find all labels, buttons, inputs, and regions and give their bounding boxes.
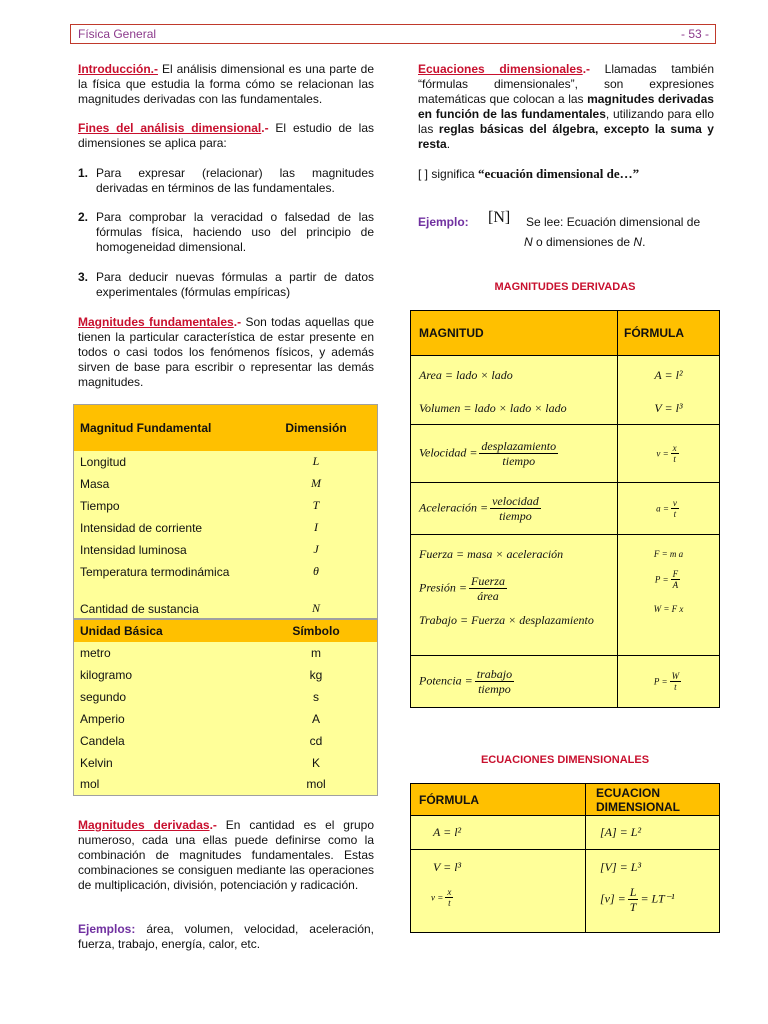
page-header	[70, 24, 716, 44]
ejemplo-text2	[524, 235, 645, 250]
table-cell: mol	[80, 777, 100, 792]
fundamentales-paragraph	[78, 315, 374, 390]
table-cell: K	[311, 755, 320, 770]
ecuaciones-title: ECUACIONES DIMENSIONALES	[480, 754, 650, 766]
table-cell: M	[311, 476, 321, 490]
fraction-denominator: t	[448, 898, 451, 908]
table-cell	[411, 535, 618, 656]
list-text: Para expresar (relacionar) las magnitudes derivadas en términos de las fundamentales.	[96, 166, 374, 195]
ecuaciones-text: .	[446, 137, 451, 151]
table-row	[74, 451, 378, 473]
formula-rhs: v =	[431, 892, 444, 903]
fraction-numerator: desplazamiento	[481, 439, 557, 453]
formula-potencia: Potencia =	[419, 673, 473, 688]
table-header: MAGNITUD	[411, 311, 618, 356]
significa-bold: “ecuación dimensional de…”	[478, 166, 640, 181]
fines-paragraph	[78, 121, 374, 151]
table-header-row	[411, 784, 720, 816]
formula-area: Area = lado × lado	[419, 368, 513, 382]
table-cell: metro	[80, 645, 111, 660]
table-cell	[411, 656, 618, 708]
list-text: Para deducir nuevas fórmulas a partir de datos experimentales (fórmulas empíricas)	[96, 270, 374, 299]
derivadas-label: Magnitudes derivadas	[78, 818, 210, 832]
derivadas-paragraph	[78, 818, 374, 893]
table-row	[74, 561, 378, 583]
ecuaciones-text: Llamadas también “fórmulas dimensionales”, son expresiones matemáticas que colocan a las	[418, 62, 714, 106]
table-cell: T	[312, 498, 320, 512]
list-number: 1.	[78, 166, 89, 180]
ejemplo-label: Ejemplo:	[418, 215, 469, 229]
table-row	[74, 583, 378, 619]
ejemplo-n: N	[524, 235, 533, 249]
table-row	[411, 535, 720, 656]
fundamental-table	[73, 404, 378, 619]
table-cell: I	[314, 520, 318, 534]
bracket-symbol: [ ]	[418, 167, 429, 181]
table-cell: kg	[309, 667, 323, 682]
derivadas-sep: .-	[209, 818, 217, 832]
table-cell: m	[311, 645, 321, 660]
table-row	[411, 850, 720, 933]
fraction-denominator: t	[674, 682, 677, 692]
ejemplos-text: área, volumen, velocidad, aceleración, fuerza, trabajo, energía, calor, etc.	[78, 922, 374, 951]
table-header: Unidad Básica	[80, 623, 163, 638]
table-header-row	[74, 620, 378, 642]
table-cell	[618, 483, 720, 535]
ecuaciones-label: Ecuaciones dimensionales	[418, 62, 583, 76]
page-number: - 53 -	[680, 27, 709, 41]
ecuaciones-table	[410, 783, 720, 933]
fraction-denominator: T	[629, 900, 637, 914]
table-row	[74, 774, 378, 796]
fraction-denominator: tiempo	[499, 509, 532, 523]
formula-rhs: v =	[656, 448, 669, 459]
table-row	[411, 425, 720, 483]
list-item	[78, 270, 374, 300]
fraction-numerator: v	[672, 498, 677, 508]
table-cell: Amperio	[80, 711, 125, 726]
formula-area-rhs: A = l²	[654, 368, 683, 382]
formula-rhs: P =	[654, 574, 669, 585]
table-cell: cd	[309, 733, 323, 748]
ejemplo-text: o dimensiones de	[532, 235, 634, 249]
fundamentales-text: Son todas aquellas que tienen la particular característica de estar presente en todos o casi todos los fenómenos físicos, y además sirven de base para escribir o representar las demás magnitudes.	[78, 315, 375, 389]
table-cell: A = l²	[411, 816, 586, 850]
list-number: 2.	[78, 210, 89, 224]
intro-paragraph	[78, 62, 374, 107]
fraction-numerator: x	[672, 443, 677, 453]
fraction-denominator: tiempo	[502, 454, 536, 468]
table-row	[74, 752, 378, 774]
table-header: FÓRMULA	[618, 311, 720, 356]
ejemplo-symbol: [N]	[488, 209, 511, 226]
table-cell	[618, 535, 720, 656]
significa-line	[418, 166, 714, 182]
intro-label: Introducción.-	[78, 62, 158, 76]
table-cell: θ	[313, 564, 319, 578]
table-cell	[411, 483, 618, 535]
list-text: Para comprobar la veracidad o falsedad de las fórmulas física, haciendo uso del principio de homogeneidad dimensional.	[96, 210, 374, 254]
ejemplos-label: Ejemplos:	[78, 922, 136, 936]
fundamentales-label: Magnitudes fundamentales	[78, 315, 234, 329]
formula-fuerza-rhs: F = m a	[653, 549, 684, 559]
fraction-numerator: L	[629, 885, 637, 899]
formula-v: V = l³	[433, 860, 462, 874]
table-header: FÓRMULA	[411, 784, 586, 816]
table-row	[74, 642, 378, 664]
fraction-denominator: t	[673, 454, 676, 464]
table-cell: s	[313, 689, 319, 704]
table-cell: Candela	[80, 733, 125, 748]
table-cell: mol	[306, 777, 326, 792]
significa-text: significa	[428, 167, 479, 181]
table-row	[74, 495, 378, 517]
table-cell: Cantidad de sustancia	[80, 602, 199, 616]
intro-text: El análisis dimensional es una parte de la física que estudia la forma cómo se relacionan las magnitudes derivadas con las fundamentales.	[78, 62, 374, 106]
table-cell: Tiempo	[80, 498, 120, 513]
fraction-numerator: x	[447, 887, 452, 897]
table-cell	[586, 850, 720, 933]
fraction-numerator: trabajo	[476, 667, 513, 681]
table-header-row	[74, 405, 378, 451]
ejemplos-paragraph	[78, 922, 374, 952]
table-row	[74, 686, 378, 708]
formula-volumen: Volumen = lado × lado × lado	[419, 401, 567, 415]
ejemplo-dot: .	[642, 235, 646, 249]
table-cell	[411, 356, 618, 425]
fines-label: Fines del análisis dimensional	[78, 121, 262, 135]
formula-trabajo-rhs: W = F x	[653, 604, 684, 614]
ejemplo-n: N	[633, 235, 643, 249]
table-header: Símbolo	[292, 623, 340, 638]
table-cell	[411, 425, 618, 483]
formula-aceleracion: Aceleración =	[419, 500, 489, 515]
table-row	[74, 517, 378, 539]
derived-table	[410, 310, 720, 708]
list-item	[78, 210, 374, 255]
table-header-row	[411, 311, 720, 356]
list-number: 3.	[78, 270, 89, 284]
units-table	[73, 619, 378, 796]
ecuaciones-sep: .-	[582, 62, 591, 76]
ejemplo-text: Se lee: Ecuación dimensional de	[526, 215, 701, 229]
fraction-denominator: A	[672, 580, 679, 590]
fraction-numerator: velocidad	[492, 494, 539, 508]
fraction-numerator: Fuerza	[470, 574, 505, 588]
formula-dim-rhs: = LT⁻¹	[640, 891, 675, 906]
formula-rhs: P =	[653, 676, 668, 687]
table-cell: Longitud	[80, 454, 127, 469]
fraction-denominator: tiempo	[478, 682, 511, 696]
fraction-denominator: área	[477, 589, 499, 603]
fraction-numerator: F	[672, 569, 679, 579]
formula-v-dim: [V] = L³	[600, 860, 642, 874]
fines-text: El estudio de las dimensiones se aplica para:	[78, 121, 375, 150]
formula-rhs: a =	[656, 503, 669, 514]
table-row	[74, 664, 378, 686]
fraction-numerator: W	[671, 671, 680, 681]
header-title: Física General	[78, 27, 157, 41]
table-cell: L	[312, 454, 320, 468]
table-cell	[411, 850, 586, 933]
table-cell: Intensidad de corriente	[80, 520, 203, 535]
table-cell	[618, 656, 720, 708]
formula-trabajo: Trabajo = Fuerza × desplazamiento	[419, 613, 594, 627]
ecuaciones-bold: reglas básicas del álgebra, excepto la suma y resta	[418, 122, 714, 151]
formula-fuerza: Fuerza = masa × aceleración	[419, 547, 564, 561]
table-cell: Intensidad luminosa	[80, 542, 187, 557]
table-cell: kilogramo	[80, 667, 133, 682]
table-header: Dimensión	[285, 420, 347, 435]
table-cell: segundo	[80, 689, 127, 704]
table-cell: [A] = L²	[586, 816, 720, 850]
table-cell: Temperatura termodinámica	[80, 564, 230, 579]
table-cell: Kelvin	[80, 755, 113, 770]
table-cell: A	[311, 711, 320, 726]
ejemplo-block	[418, 210, 718, 254]
ecuaciones-bold: magnitudes derivadas en función de las fundamentales	[418, 92, 714, 121]
table-cell	[618, 356, 720, 425]
table-row	[74, 708, 378, 730]
table-header: Magnitud Fundamental	[80, 420, 212, 435]
derived-title: MAGNITUDES DERIVADAS	[494, 281, 636, 293]
fines-sep: .-	[261, 121, 269, 135]
table-cell: N	[311, 601, 320, 615]
table-row	[411, 483, 720, 535]
fraction-denominator: t	[673, 509, 677, 519]
list-item	[78, 166, 374, 196]
formula-presion: Presión =	[419, 580, 467, 595]
table-cell: J	[313, 542, 319, 556]
ecuaciones-text: , utilizando para ello las	[418, 107, 714, 136]
fundamentales-sep: .-	[233, 315, 242, 329]
table-cell: Masa	[80, 476, 110, 491]
table-row	[411, 656, 720, 708]
ecuaciones-paragraph	[418, 62, 714, 152]
formula-velocidad: Velocidad =	[419, 445, 478, 460]
table-header: ECUACION DIMENSIONAL	[586, 784, 720, 816]
table-row	[411, 356, 720, 425]
formula-volumen-rhs: V = l³	[654, 401, 683, 415]
derivadas-text: En cantidad es el grupo numeroso, cada una ellas puede definirse como la combinación de magnitudes fundamentales. Estas combinaciones se consiguen mediante las operaciones de multiplicación, división, potenciación y radicación.	[78, 818, 374, 892]
table-row	[74, 730, 378, 752]
formula-dim: [v] =	[600, 891, 626, 906]
table-row	[74, 473, 378, 495]
table-cell	[618, 425, 720, 483]
table-row	[74, 539, 378, 561]
table-row	[411, 816, 720, 850]
